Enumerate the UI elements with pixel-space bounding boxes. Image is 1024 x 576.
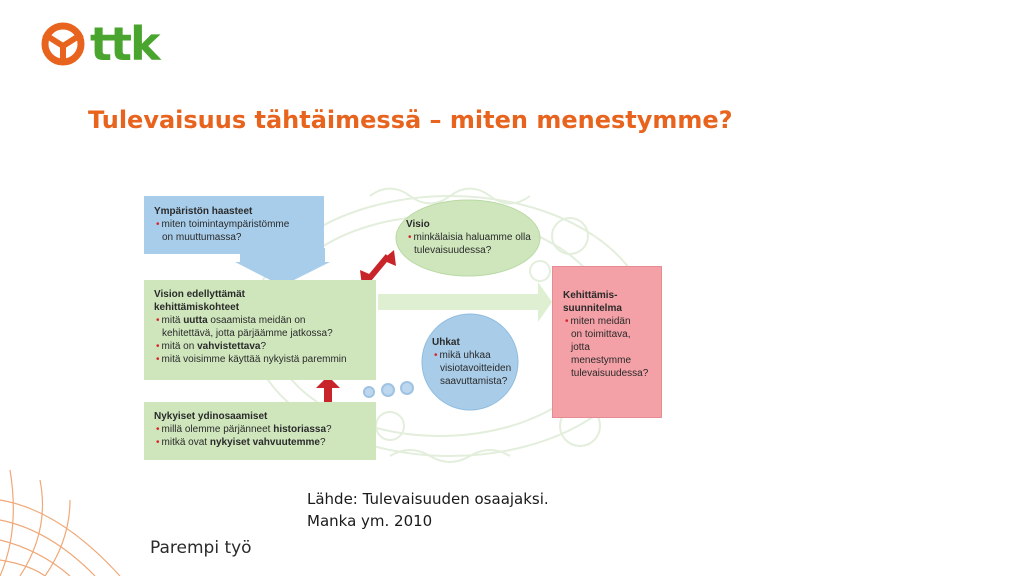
core-competence-box bbox=[144, 402, 376, 460]
vision-requirements-box bbox=[144, 280, 376, 380]
core-item-1: • millä olemme pärjänneet historiassa? bbox=[154, 423, 366, 436]
vision-req-item-2: • mitä on vahvistettava? bbox=[154, 340, 366, 353]
threats-heading: Uhkat bbox=[432, 337, 460, 348]
vision-item: • minkälaisia haluamme olla tulevaisuudessa? bbox=[406, 231, 536, 257]
plan-heading-1: Kehittämis- bbox=[563, 290, 618, 301]
source-line-1: Lähde: Tulevaisuuden osaajaksi. bbox=[307, 490, 549, 508]
footer-tagline: Parempi työ bbox=[150, 538, 252, 558]
env-heading: Ympäristön haasteet bbox=[154, 206, 253, 217]
core-heading: Nykyiset ydinosaamiset bbox=[154, 411, 268, 422]
plan-item: • miten meidän on toimittava, jotta menestymme tulevaisuudessa? bbox=[563, 315, 651, 380]
ttk-logo-icon bbox=[40, 22, 86, 66]
vision-req-heading-2: kehittämiskohteet bbox=[154, 302, 240, 313]
decorative-arcs bbox=[0, 470, 130, 576]
source-citation bbox=[307, 488, 549, 532]
vision-req-item-1: • mitä uutta osaamista meidän on kehitettävä, jotta pärjäämme jatkossa? bbox=[154, 314, 366, 340]
logo-text: ttk bbox=[90, 17, 159, 71]
source-line-2: Manka ym. 2010 bbox=[307, 512, 433, 530]
core-item-2: • mitkä ovat nykyiset vahvuutemme? bbox=[154, 436, 366, 449]
slide-title: Tulevaisuus tähtäimessä – miten menestymme? bbox=[88, 106, 733, 134]
dots bbox=[364, 382, 413, 397]
vision-heading: Visio bbox=[406, 219, 430, 230]
plan-heading-2: suunnitelma bbox=[563, 303, 622, 314]
vision-text bbox=[406, 218, 536, 257]
green-arrow-body bbox=[378, 294, 538, 310]
threats-text bbox=[432, 336, 512, 388]
threats-item: • mikä uhkaa visiotavoitteiden saavuttamista? bbox=[432, 349, 512, 388]
strategy-diagram bbox=[140, 176, 670, 470]
vision-req-heading-1: Vision edellyttämät bbox=[154, 289, 245, 300]
vision-req-item-3: • mitä voisimme käyttää nykyistä paremmin bbox=[154, 353, 366, 366]
green-arrow-head bbox=[538, 282, 552, 322]
development-plan-box bbox=[552, 266, 662, 418]
environment-box bbox=[144, 196, 324, 254]
env-item: • miten toimintaympäristömme on muuttumassa? bbox=[154, 218, 314, 244]
ttk-logo bbox=[40, 17, 159, 71]
